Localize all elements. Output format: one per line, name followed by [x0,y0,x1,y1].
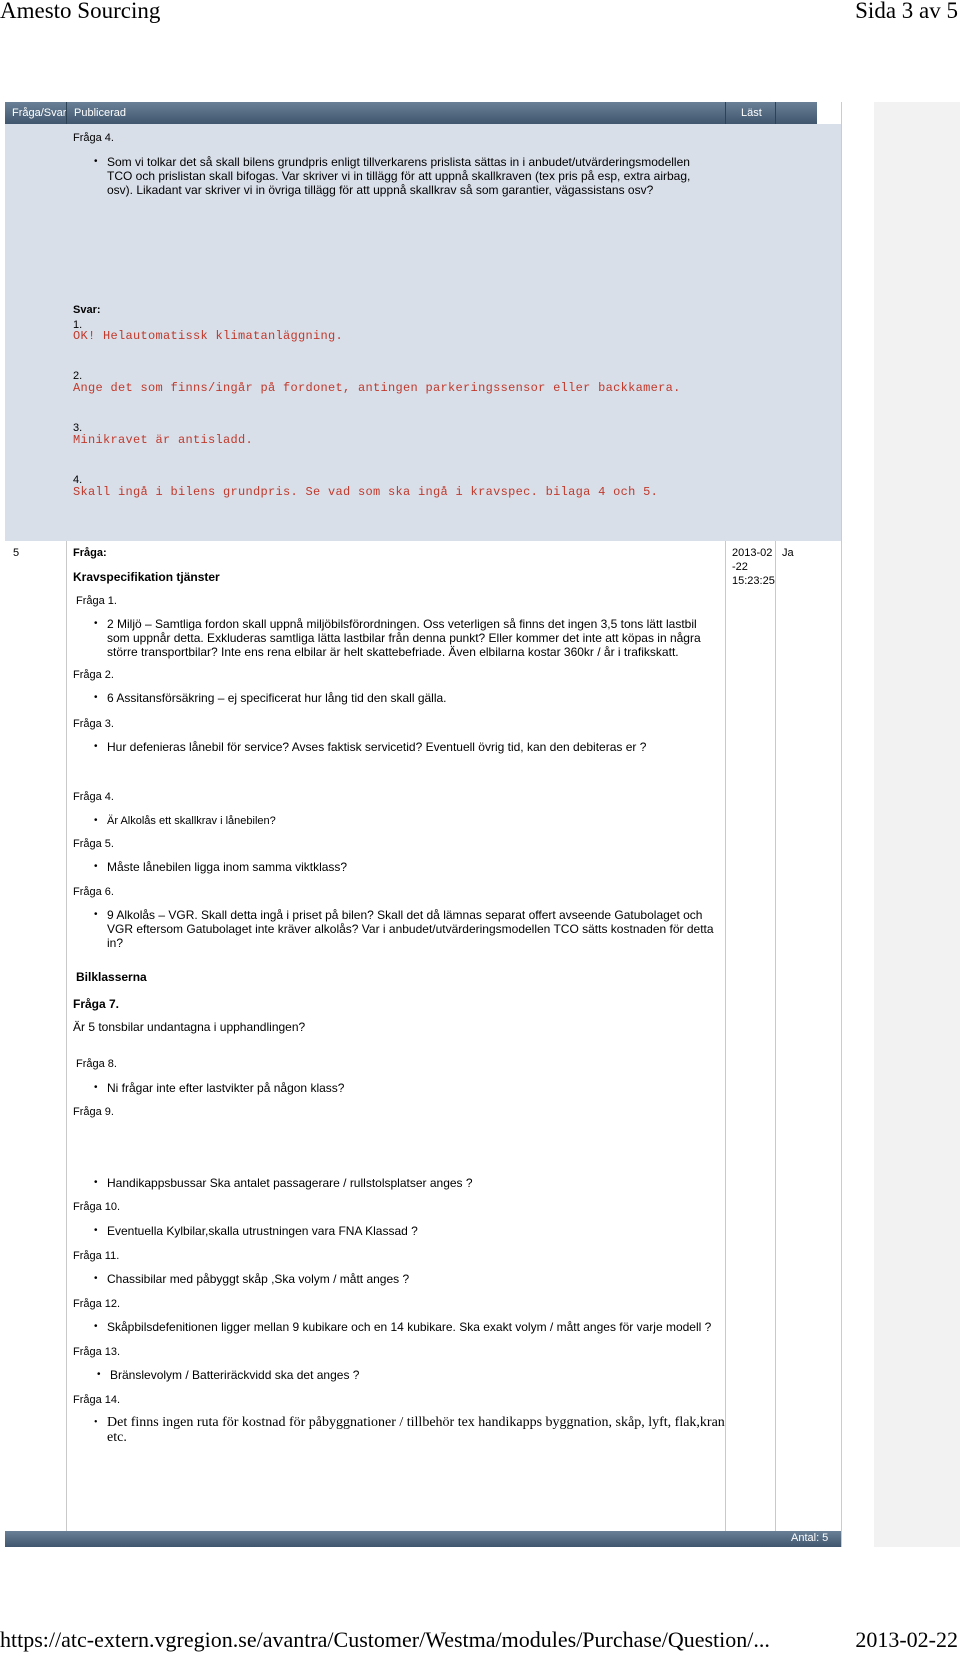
published-date: 2013-02 [732,547,773,559]
question-text: • Hur defenieras lånebil för service? Avses faktisk servicetid? Eventuell övrig tid, kan den debiteras er ? [107,740,717,754]
question-table [5,102,842,1547]
question-label: Fråga 5. [73,838,114,850]
page-header-title: Amesto Sourcing [0,0,161,23]
question-text: • 2 Miljö – Samtliga fordon skall uppnå miljöbilsförordningen. Oss veterligen så finns det ingen 3,5 tons lätt lastbil som uppnår detta. Exkluderas samtliga lätta lastbilar från denna punkt? Eller kommer det inte att köpas in några större transportbilar? Inte ens rena elbilar är helt skattebefriade. Även elbilarna kostar 360kr / år i trafikskatt. [107,617,717,659]
page-url: https://atc-extern.vgregion.se/avantra/Customer/Westma/modules/Purchase/Question/... [0,1627,770,1652]
table-row [5,541,841,1531]
row-number: 5 [13,547,20,559]
question-label: Fråga 13. [73,1346,121,1358]
question-label: Fråga 3. [73,718,114,730]
question-text: • Måste lånebilen ligga inom samma viktklass? [107,860,717,874]
section-heading: Bilklasserna [76,970,147,984]
question-text: • 9 Alkolås – VGR. Skall detta ingå i priset på bilen? Skall det då lämnas separat offert avseende Gatubolaget och VGR eftersom Gatubolaget inte kräver alkolås? Var i anbudet/utvärderingsmodellen TCO sätts kostnaden för detta in? [107,908,717,950]
page-number: Sida 3 av 5 [855,0,958,23]
answer-text: OK! Helautomatissk klimatanläggning. [73,329,344,343]
question-text: • Ni frågar inte efter lastvikter på någon klass? [107,1081,717,1095]
question-label: Fråga 12. [73,1298,121,1310]
question-text: • Skåpbilsdefenitionen ligger mellan 9 kubikare och en 14 kubikare. Ska exakt volym / mått anges för varje modell ? [107,1320,717,1334]
question-label: Fråga 1. [76,595,117,607]
side-panel [874,102,960,1547]
question-text: • Bränslevolym / Batteriräckvidd ska det anges ? [110,1368,720,1382]
question-label: Fråga 4. [73,791,114,803]
answer-text: Minikravet är antisladd. [73,433,254,447]
question-text: • Är Alkolås ett skallkrav i lånebilen? [107,814,717,828]
column-header-read[interactable]: Läst [741,107,762,119]
question-label: Fråga 9. [73,1106,114,1118]
column-header-question[interactable]: Fråga/Svar [12,107,67,119]
table-header [5,102,817,124]
question-text: • Handikappsbussar Ska antalet passagerare / rullstolsplatser anges ? [107,1176,717,1190]
published-time: 15:23:25 [732,575,775,587]
column-header-published[interactable]: Publicerad [74,107,126,119]
question-text: • Eventuella Kylbilar,skalla utrustningen vara FNA Klassad ? [107,1224,717,1238]
question-title: Kravspecifikation tjänster [73,570,220,584]
question-label: Fråga 6. [73,886,114,898]
answer-label: Svar: [73,304,101,316]
question-text: • Som vi tolkar det så skall bilens grundpris enligt tillverkarens prislista sättas in i anbudet/utvärderingsmodellen TCO och prislistan skall bifogas. Var skriver vi in tillägg för att uppnå skallkraven (tex pris på esp, extra airbag, osv). Likadant var skriver vi in övriga tillägg för att uppnå skallkrav så som garantier, vägassistans osv? [107,155,717,197]
table-footer [5,1531,841,1547]
question-label: Fråga 14. [73,1394,121,1406]
question-heading: Fråga: [73,547,107,559]
answer-text: Skall ingå i bilens grundpris. Se vad som ska ingå i kravspec. bilaga 4 och 5. [73,485,659,499]
read-status: Ja [782,547,794,559]
question-label: Fråga 4. [73,132,114,144]
table-row [5,124,841,541]
published-date-day: -22 [732,561,748,573]
answer-number: 2. [73,370,83,382]
question-text: Är 5 tonsbilar undantagna i upphandlingen? [73,1020,306,1034]
question-label: Fråga 11. [73,1250,120,1262]
question-text: • Det finns ingen ruta för kostnad för påbyggnationer / tillbehör tex handikapps byggnation, skåp, lyft, flak,kran etc. [107,1415,727,1445]
print-date: 2013-02-22 [855,1627,958,1652]
question-label: Fråga 2. [73,669,114,681]
answer-number: 3. [73,422,83,434]
question-label: Fråga 7. [73,997,120,1011]
answer-text: Ange det som finns/ingår på fordonet, antingen parkeringssensor eller backkamera. [73,381,681,395]
question-label: Fråga 10. [73,1201,121,1213]
answer-number: 4. [73,474,83,486]
question-text: • 6 Assitansförsäkring – ej specificerat hur lång tid den skall gälla. [107,691,717,705]
question-text: • Chassibilar med påbyggt skåp ,Ska volym / mått anges ? [107,1272,717,1286]
answer-number: 1. [73,319,83,331]
question-label: Fråga 8. [76,1058,117,1070]
count-label: Antal: 5 [791,1532,829,1544]
